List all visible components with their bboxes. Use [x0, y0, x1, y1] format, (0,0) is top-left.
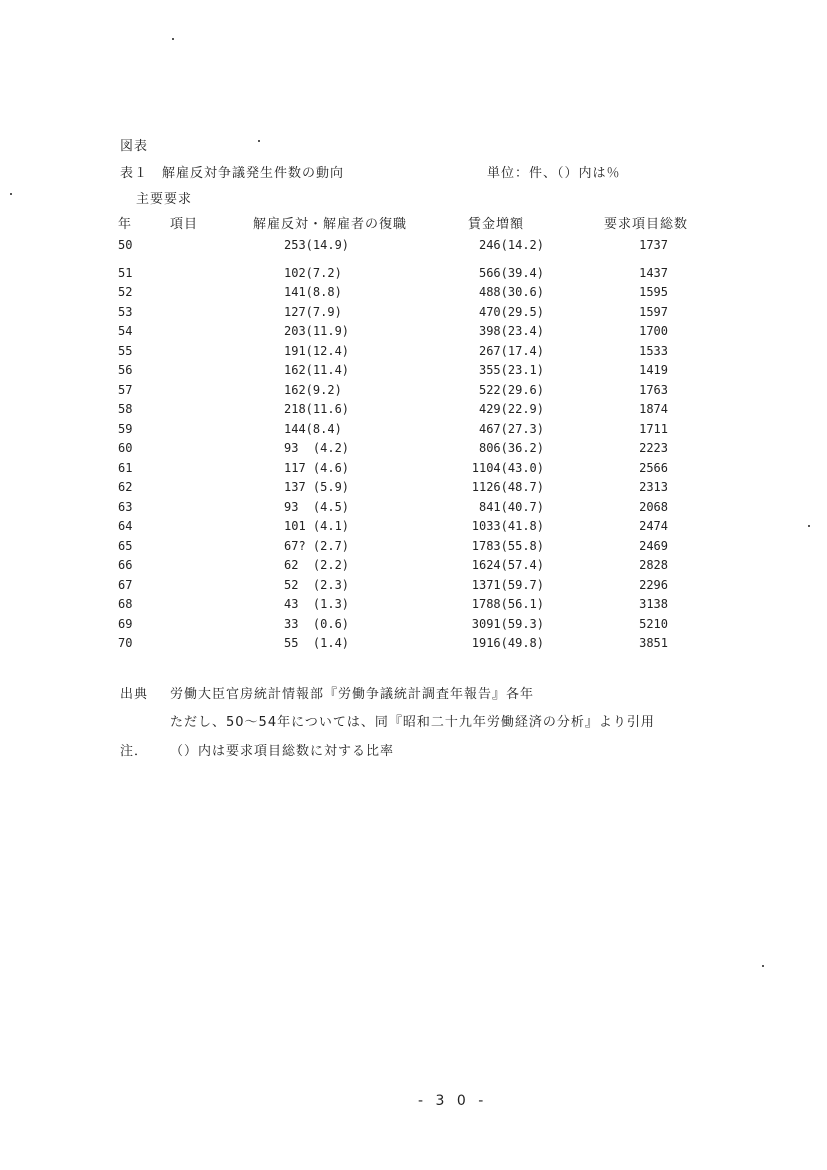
- column-header-total: 要求項目総数: [604, 217, 689, 232]
- cell-total: 1595: [639, 285, 668, 299]
- cell-year: 64: [118, 519, 133, 533]
- figure-label: 図表: [120, 139, 149, 154]
- cell-dismissal: 162(9.2): [284, 383, 342, 397]
- cell-year: 69: [118, 617, 133, 631]
- cell-dismissal: 127(7.9): [284, 305, 342, 319]
- cell-year: 55: [118, 344, 133, 358]
- cell-year: 62: [118, 480, 133, 494]
- cell-wage: 1788(56.1): [471, 597, 544, 611]
- cell-total: 2313: [639, 480, 668, 494]
- cell-year: 59: [118, 422, 133, 436]
- cell-dismissal: 102(7.2): [284, 266, 342, 280]
- note-label: 注．: [120, 744, 149, 759]
- note-text: （）内は要求項目総数に対する比率: [170, 744, 395, 759]
- cell-year: 61: [118, 461, 133, 475]
- cell-wage: 3091(59.3): [471, 617, 544, 631]
- scan-speck: [808, 525, 810, 527]
- cell-total: 2068: [639, 500, 668, 514]
- cell-dismissal: 55 (1.4): [284, 636, 350, 650]
- cell-dismissal: 191(12.4): [284, 344, 350, 358]
- cell-wage: 522(29.6): [478, 383, 544, 397]
- cell-total: 1711: [639, 422, 668, 436]
- cell-total: 1419: [639, 363, 668, 377]
- cell-wage: 1624(57.4): [471, 558, 544, 572]
- cell-total: 2296: [639, 578, 668, 592]
- cell-wage: 470(29.5): [478, 305, 544, 319]
- cell-total: 1533: [639, 344, 668, 358]
- cell-wage: 566(39.4): [478, 266, 544, 280]
- cell-year: 56: [118, 363, 133, 377]
- cell-year: 58: [118, 402, 133, 416]
- cell-total: 2469: [639, 539, 668, 553]
- cell-total: 1874: [639, 402, 668, 416]
- cell-total: 1597: [639, 305, 668, 319]
- cell-total: 1437: [639, 266, 668, 280]
- cell-year: 65: [118, 539, 133, 553]
- cell-wage: 355(23.1): [478, 363, 544, 377]
- scan-speck: [172, 38, 174, 40]
- cell-year: 57: [118, 383, 133, 397]
- cell-dismissal: 67? (2.7): [284, 539, 350, 553]
- cell-dismissal: 43 (1.3): [284, 597, 350, 611]
- cell-dismissal: 52 (2.3): [284, 578, 350, 592]
- source-text: 労働大臣官房統計情報部『労働争議統計調査年報告』各年: [170, 687, 535, 702]
- cell-total: 2566: [639, 461, 668, 475]
- cell-wage: 1783(55.8): [471, 539, 544, 553]
- column-header-dismissal: 解雇反対・解雇者の復職: [253, 217, 408, 232]
- table-title: 表１ 解雇反対争議発生件数の動向: [120, 166, 345, 181]
- cell-wage: 841(40.7): [478, 500, 544, 514]
- cell-wage: 467(27.3): [478, 422, 544, 436]
- source-note: ただし、50～54年については、同『昭和二十九年労働経済の分析』より引用: [170, 715, 655, 730]
- cell-total: 5210: [639, 617, 668, 631]
- cell-total: 3138: [639, 597, 668, 611]
- cell-dismissal: 203(11.9): [284, 324, 350, 338]
- scan-speck: [10, 193, 12, 195]
- cell-dismissal: 141(8.8): [284, 285, 342, 299]
- cell-wage: 1371(59.7): [471, 578, 544, 592]
- cell-year: 52: [118, 285, 133, 299]
- column-header-wage: 賃金増額: [468, 217, 525, 232]
- cell-year: 66: [118, 558, 133, 572]
- source-label: 出典: [120, 687, 149, 702]
- cell-year: 68: [118, 597, 133, 611]
- cell-total: 1737: [639, 238, 668, 252]
- cell-total: 2828: [639, 558, 668, 572]
- cell-wage: 398(23.4): [478, 324, 544, 338]
- cell-wage: 806(36.2): [478, 441, 544, 455]
- cell-dismissal: 162(11.4): [284, 363, 350, 377]
- cell-dismissal: 62 (2.2): [284, 558, 350, 572]
- cell-dismissal: 93 (4.5): [284, 500, 350, 514]
- cell-total: 1763: [639, 383, 668, 397]
- cell-total: 2474: [639, 519, 668, 533]
- cell-dismissal: 253(14.9): [284, 238, 350, 252]
- cell-year: 54: [118, 324, 133, 338]
- cell-wage: 429(22.9): [478, 402, 544, 416]
- column-header-year: 年: [118, 217, 133, 232]
- cell-year: 50: [118, 238, 133, 252]
- cell-wage: 246(14.2): [478, 238, 544, 252]
- table-subheader: 主要要求: [136, 192, 193, 207]
- scan-speck: [258, 140, 260, 142]
- cell-dismissal: 144(8.4): [284, 422, 342, 436]
- cell-dismissal: 93 (4.2): [284, 441, 350, 455]
- scan-speck: [762, 965, 764, 967]
- cell-dismissal: 101 (4.1): [284, 519, 350, 533]
- cell-total: 3851: [639, 636, 668, 650]
- page-number: - 3 0 -: [418, 1093, 488, 1109]
- cell-year: 60: [118, 441, 133, 455]
- cell-dismissal: 218(11.6): [284, 402, 350, 416]
- cell-total: 1700: [639, 324, 668, 338]
- cell-year: 63: [118, 500, 133, 514]
- cell-wage: 488(30.6): [478, 285, 544, 299]
- column-header-item: 項目: [170, 217, 199, 232]
- cell-total: 2223: [639, 441, 668, 455]
- unit-note: 単位：件、（）内は％: [487, 166, 621, 181]
- cell-wage: 1104(43.0): [471, 461, 544, 475]
- cell-wage: 1916(49.8): [471, 636, 544, 650]
- cell-year: 53: [118, 305, 133, 319]
- cell-dismissal: 33 (0.6): [284, 617, 350, 631]
- cell-year: 51: [118, 266, 133, 280]
- cell-dismissal: 137 (5.9): [284, 480, 350, 494]
- cell-year: 70: [118, 636, 133, 650]
- cell-dismissal: 117 (4.6): [284, 461, 350, 475]
- cell-wage: 267(17.4): [478, 344, 544, 358]
- cell-wage: 1126(48.7): [471, 480, 544, 494]
- cell-year: 67: [118, 578, 133, 592]
- cell-wage: 1033(41.8): [471, 519, 544, 533]
